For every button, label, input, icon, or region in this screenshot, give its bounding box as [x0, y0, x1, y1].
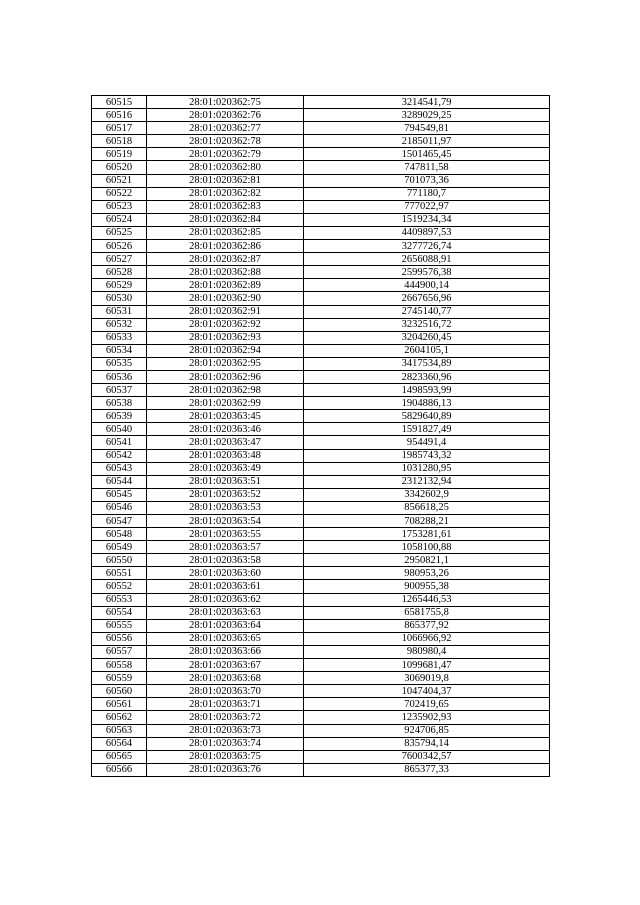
cadastral-number-cell: 28:01:020363:75 [147, 750, 304, 763]
value-cell: 980953,26 [304, 567, 550, 580]
value-cell: 1519234,34 [304, 213, 550, 226]
table-row [92, 685, 550, 698]
table-row [92, 737, 550, 750]
cadastral-number-cell: 28:01:020363:54 [147, 515, 304, 528]
row-number-cell: 60528 [92, 266, 147, 279]
cadastral-number-cell: 28:01:020362:91 [147, 305, 304, 318]
table-row [92, 122, 550, 135]
table-row [92, 659, 550, 672]
value-cell: 747811,58 [304, 161, 550, 174]
row-number-cell: 60529 [92, 279, 147, 292]
value-cell: 3289029,25 [304, 109, 550, 122]
row-number-cell: 60562 [92, 711, 147, 724]
cadastral-number-cell: 28:01:020363:61 [147, 580, 304, 593]
cadastral-number-cell: 28:01:020363:76 [147, 763, 304, 776]
value-cell: 1047404,37 [304, 685, 550, 698]
value-cell: 865377,33 [304, 763, 550, 776]
table-row [92, 645, 550, 658]
cadastral-number-cell: 28:01:020363:71 [147, 698, 304, 711]
cadastral-number-cell: 28:01:020363:57 [147, 541, 304, 554]
cadastral-number-cell: 28:01:020363:72 [147, 711, 304, 724]
value-cell: 5829640,89 [304, 410, 550, 423]
cadastral-number-cell: 28:01:020363:45 [147, 410, 304, 423]
table-row [92, 292, 550, 305]
table-row [92, 449, 550, 462]
value-cell: 1058100,88 [304, 541, 550, 554]
row-number-cell: 60541 [92, 436, 147, 449]
table-row [92, 410, 550, 423]
row-number-cell: 60515 [92, 96, 147, 109]
cadastral-number-cell: 28:01:020362:89 [147, 279, 304, 292]
value-cell: 1753281,61 [304, 528, 550, 541]
row-number-cell: 60517 [92, 122, 147, 135]
table-row [92, 488, 550, 501]
cadastral-number-cell: 28:01:020362:87 [147, 253, 304, 266]
value-cell: 1904886,13 [304, 397, 550, 410]
row-number-cell: 60556 [92, 632, 147, 645]
table-row [92, 344, 550, 357]
cadastral-value-table [91, 95, 550, 777]
row-number-cell: 60561 [92, 698, 147, 711]
row-number-cell: 60547 [92, 515, 147, 528]
table-row [92, 501, 550, 514]
cadastral-number-cell: 28:01:020362:90 [147, 292, 304, 305]
table-row [92, 240, 550, 253]
cadastral-number-cell: 28:01:020363:48 [147, 449, 304, 462]
value-cell: 2823360,96 [304, 370, 550, 383]
table-row [92, 580, 550, 593]
row-number-cell: 60565 [92, 750, 147, 763]
cadastral-number-cell: 28:01:020363:65 [147, 632, 304, 645]
row-number-cell: 60536 [92, 370, 147, 383]
cadastral-number-cell: 28:01:020362:96 [147, 370, 304, 383]
cadastral-number-cell: 28:01:020362:98 [147, 384, 304, 397]
row-number-cell: 60535 [92, 357, 147, 370]
row-number-cell: 60566 [92, 763, 147, 776]
value-cell: 1501465,45 [304, 148, 550, 161]
value-cell: 2599576,38 [304, 266, 550, 279]
table-row [92, 331, 550, 344]
row-number-cell: 60553 [92, 593, 147, 606]
table-row [92, 96, 550, 109]
table-row [92, 213, 550, 226]
row-number-cell: 60543 [92, 462, 147, 475]
cadastral-number-cell: 28:01:020362:99 [147, 397, 304, 410]
value-cell: 1099681,47 [304, 659, 550, 672]
cadastral-number-cell: 28:01:020363:55 [147, 528, 304, 541]
value-cell: 2656088,91 [304, 253, 550, 266]
row-number-cell: 60544 [92, 475, 147, 488]
row-number-cell: 60531 [92, 305, 147, 318]
table-row [92, 109, 550, 122]
row-number-cell: 60521 [92, 174, 147, 187]
value-cell: 856618,25 [304, 501, 550, 514]
table-row [92, 397, 550, 410]
row-number-cell: 60519 [92, 148, 147, 161]
row-number-cell: 60546 [92, 501, 147, 514]
row-number-cell: 60564 [92, 737, 147, 750]
cadastral-number-cell: 28:01:020363:51 [147, 475, 304, 488]
value-cell: 794549,81 [304, 122, 550, 135]
cadastral-number-cell: 28:01:020362:83 [147, 200, 304, 213]
value-cell: 1591827,49 [304, 423, 550, 436]
cadastral-number-cell: 28:01:020362:82 [147, 187, 304, 200]
row-number-cell: 60533 [92, 331, 147, 344]
row-number-cell: 60558 [92, 659, 147, 672]
row-number-cell: 60527 [92, 253, 147, 266]
value-cell: 708288,21 [304, 515, 550, 528]
cadastral-number-cell: 28:01:020362:88 [147, 266, 304, 279]
cadastral-number-cell: 28:01:020362:86 [147, 240, 304, 253]
cadastral-number-cell: 28:01:020362:78 [147, 135, 304, 148]
value-cell: 771180,7 [304, 187, 550, 200]
row-number-cell: 60540 [92, 423, 147, 436]
value-cell: 3214541,79 [304, 96, 550, 109]
value-cell: 4409897,53 [304, 226, 550, 239]
row-number-cell: 60534 [92, 344, 147, 357]
value-cell: 2604105,1 [304, 344, 550, 357]
table-row [92, 200, 550, 213]
table-row [92, 763, 550, 776]
value-cell: 702419,65 [304, 698, 550, 711]
table-row [92, 672, 550, 685]
table-row [92, 606, 550, 619]
table-row [92, 266, 550, 279]
value-cell: 1235902,93 [304, 711, 550, 724]
table-row [92, 357, 550, 370]
cadastral-number-cell: 28:01:020363:66 [147, 645, 304, 658]
cadastral-number-cell: 28:01:020362:75 [147, 96, 304, 109]
value-cell: 1498593,99 [304, 384, 550, 397]
value-cell: 1265446,53 [304, 593, 550, 606]
cadastral-number-cell: 28:01:020362:92 [147, 318, 304, 331]
value-cell: 3417534,89 [304, 357, 550, 370]
value-cell: 1031280,95 [304, 462, 550, 475]
table-row [92, 370, 550, 383]
row-number-cell: 60548 [92, 528, 147, 541]
row-number-cell: 60554 [92, 606, 147, 619]
cadastral-number-cell: 28:01:020363:73 [147, 724, 304, 737]
row-number-cell: 60549 [92, 541, 147, 554]
row-number-cell: 60542 [92, 449, 147, 462]
cadastral-number-cell: 28:01:020362:79 [147, 148, 304, 161]
row-number-cell: 60563 [92, 724, 147, 737]
table-row [92, 528, 550, 541]
row-number-cell: 60555 [92, 619, 147, 632]
value-cell: 3232516,72 [304, 318, 550, 331]
table-row [92, 148, 550, 161]
value-cell: 777022,97 [304, 200, 550, 213]
table-row [92, 187, 550, 200]
table-row [92, 279, 550, 292]
table-row [92, 174, 550, 187]
table-row [92, 305, 550, 318]
cadastral-number-cell: 28:01:020363:47 [147, 436, 304, 449]
value-cell: 444900,14 [304, 279, 550, 292]
value-cell: 2312132,94 [304, 475, 550, 488]
table-row [92, 515, 550, 528]
cadastral-number-cell: 28:01:020363:46 [147, 423, 304, 436]
row-number-cell: 60516 [92, 109, 147, 122]
cadastral-number-cell: 28:01:020363:52 [147, 488, 304, 501]
value-cell: 1985743,32 [304, 449, 550, 462]
row-number-cell: 60557 [92, 645, 147, 658]
cadastral-number-cell: 28:01:020363:62 [147, 593, 304, 606]
cadastral-number-cell: 28:01:020362:77 [147, 122, 304, 135]
value-cell: 954491,4 [304, 436, 550, 449]
table-row [92, 698, 550, 711]
value-cell: 701073,36 [304, 174, 550, 187]
value-cell: 865377,92 [304, 619, 550, 632]
cadastral-number-cell: 28:01:020363:64 [147, 619, 304, 632]
cadastral-number-cell: 28:01:020363:63 [147, 606, 304, 619]
value-cell: 3277726,74 [304, 240, 550, 253]
row-number-cell: 60523 [92, 200, 147, 213]
cadastral-number-cell: 28:01:020362:84 [147, 213, 304, 226]
row-number-cell: 60552 [92, 580, 147, 593]
cadastral-number-cell: 28:01:020363:58 [147, 554, 304, 567]
row-number-cell: 60526 [92, 240, 147, 253]
table-row [92, 436, 550, 449]
table-row [92, 554, 550, 567]
table-row [92, 541, 550, 554]
value-cell: 7600342,57 [304, 750, 550, 763]
row-number-cell: 60551 [92, 567, 147, 580]
cadastral-number-cell: 28:01:020363:67 [147, 659, 304, 672]
cadastral-number-cell: 28:01:020363:49 [147, 462, 304, 475]
row-number-cell: 60545 [92, 488, 147, 501]
cadastral-number-cell: 28:01:020362:94 [147, 344, 304, 357]
value-cell: 980980,4 [304, 645, 550, 658]
value-cell: 3204260,45 [304, 331, 550, 344]
row-number-cell: 60532 [92, 318, 147, 331]
row-number-cell: 60530 [92, 292, 147, 305]
value-cell: 6581755,8 [304, 606, 550, 619]
value-cell: 2950821,1 [304, 554, 550, 567]
table-row [92, 593, 550, 606]
table-row [92, 724, 550, 737]
row-number-cell: 60522 [92, 187, 147, 200]
table-row [92, 423, 550, 436]
row-number-cell: 60524 [92, 213, 147, 226]
row-number-cell: 60525 [92, 226, 147, 239]
cadastral-number-cell: 28:01:020362:81 [147, 174, 304, 187]
cadastral-number-cell: 28:01:020362:76 [147, 109, 304, 122]
cadastral-number-cell: 28:01:020363:53 [147, 501, 304, 514]
value-cell: 3069019,8 [304, 672, 550, 685]
value-cell: 835794,14 [304, 737, 550, 750]
cadastral-number-cell: 28:01:020362:95 [147, 357, 304, 370]
row-number-cell: 60538 [92, 397, 147, 410]
table-row [92, 475, 550, 488]
cadastral-number-cell: 28:01:020362:93 [147, 331, 304, 344]
value-cell: 1066966,92 [304, 632, 550, 645]
value-cell: 924706,85 [304, 724, 550, 737]
value-cell: 2185011,97 [304, 135, 550, 148]
table-row [92, 226, 550, 239]
table-row [92, 253, 550, 266]
row-number-cell: 60537 [92, 384, 147, 397]
table-body [92, 96, 550, 777]
table-row [92, 318, 550, 331]
value-cell: 2745140,77 [304, 305, 550, 318]
cadastral-number-cell: 28:01:020363:70 [147, 685, 304, 698]
table-row [92, 632, 550, 645]
table-row [92, 161, 550, 174]
table-row [92, 711, 550, 724]
table-row [92, 384, 550, 397]
cadastral-number-cell: 28:01:020362:85 [147, 226, 304, 239]
cadastral-number-cell: 28:01:020362:80 [147, 161, 304, 174]
row-number-cell: 60559 [92, 672, 147, 685]
cadastral-number-cell: 28:01:020363:74 [147, 737, 304, 750]
row-number-cell: 60520 [92, 161, 147, 174]
cadastral-number-cell: 28:01:020363:60 [147, 567, 304, 580]
table-row [92, 135, 550, 148]
table-row [92, 567, 550, 580]
table-row [92, 462, 550, 475]
row-number-cell: 60560 [92, 685, 147, 698]
table-row [92, 750, 550, 763]
value-cell: 900955,38 [304, 580, 550, 593]
value-cell: 2667656,96 [304, 292, 550, 305]
cadastral-number-cell: 28:01:020363:68 [147, 672, 304, 685]
row-number-cell: 60518 [92, 135, 147, 148]
table-row [92, 619, 550, 632]
row-number-cell: 60550 [92, 554, 147, 567]
value-cell: 3342602,9 [304, 488, 550, 501]
row-number-cell: 60539 [92, 410, 147, 423]
